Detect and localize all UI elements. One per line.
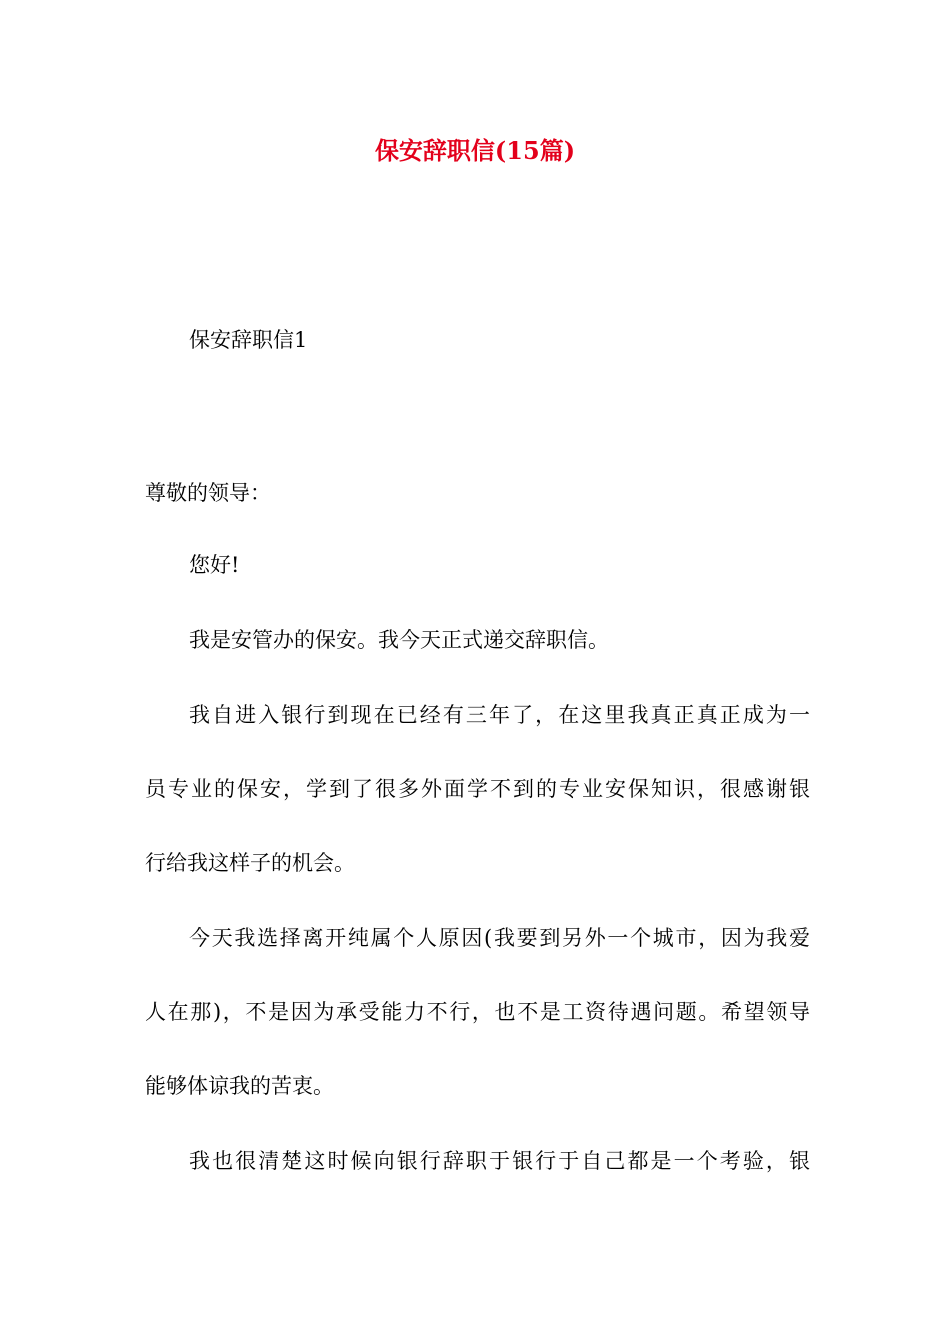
- paragraph-line: 能够体谅我的苦衷。: [145, 1074, 334, 1098]
- salutation: 尊敬的领导：: [145, 481, 271, 505]
- paragraph-line: 人在那)，不是因为承受能力不行，也不是工资待遇问题。希望领导: [145, 1000, 810, 1024]
- paragraph-line: 我也很清楚这时候向银行辞职于银行于自己都是一个考验，银: [189, 1149, 810, 1173]
- paragraph-line: 员专业的保安，学到了很多外面学不到的专业安保知识，很感谢银: [145, 777, 810, 801]
- section-heading: 保安辞职信1: [189, 328, 308, 352]
- paragraph-line: 我自进入银行到现在已经有三年了，在这里我真正真正成为一: [189, 703, 810, 727]
- paragraph-line: 行给我这样子的机会。: [145, 851, 355, 875]
- greeting: 您好!: [189, 553, 240, 577]
- paragraph-line: 今天我选择离开纯属个人原因(我要到另外一个城市，因为我爱: [189, 926, 810, 950]
- paragraph-line: 我是安管办的保安。我今天正式递交辞职信。: [189, 628, 609, 652]
- document-title: 保安辞职信(15篇): [374, 136, 576, 165]
